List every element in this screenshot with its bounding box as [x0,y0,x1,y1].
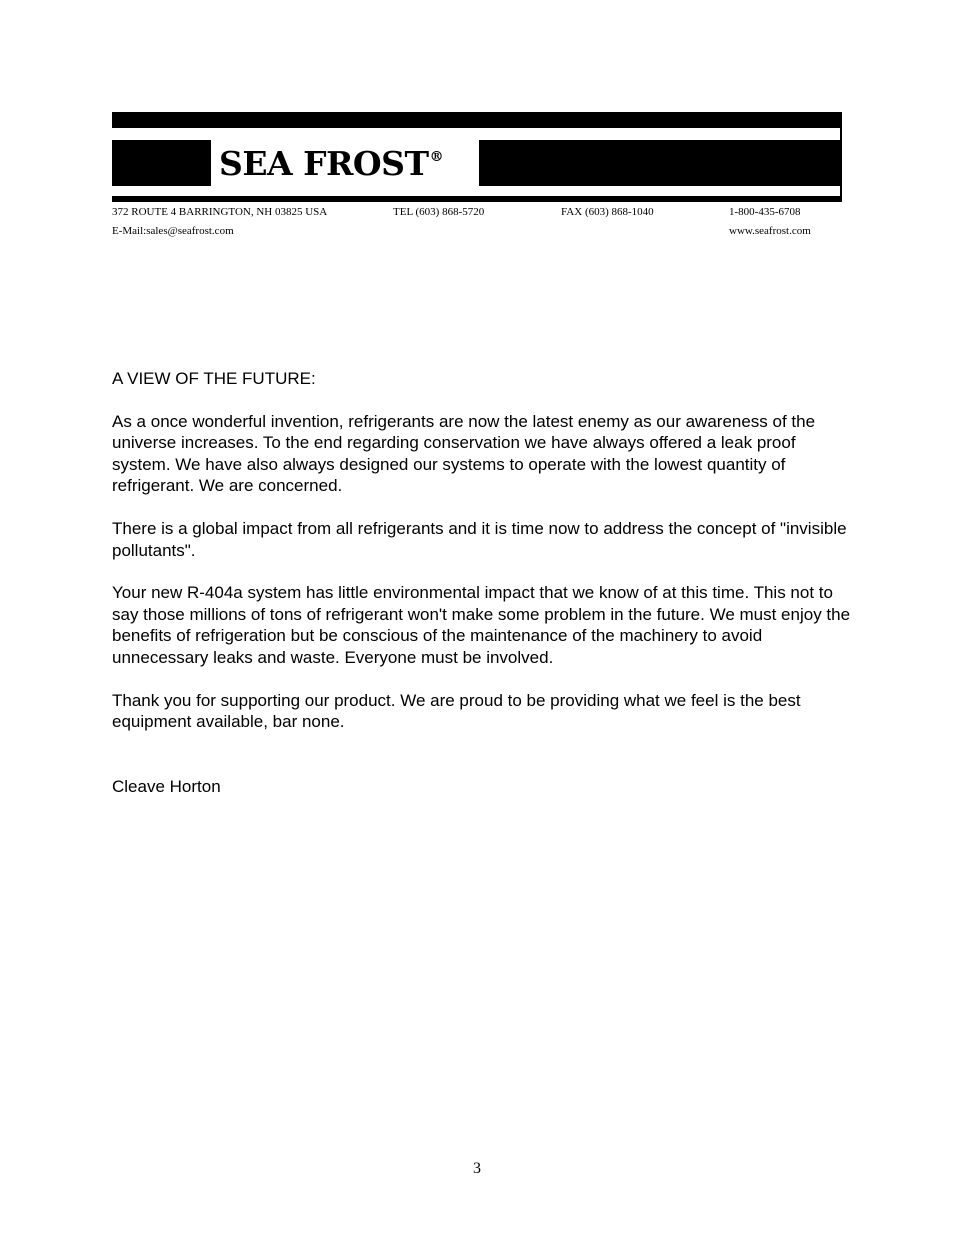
letter-body [112,368,852,797]
registered-mark: ® [429,148,444,165]
letter-paragraph: Your new R-404a system has little environmental impact that we know of at this time. This not to say those millions of tons of refrigerant won't make some problem in the future. We must enjoy the benefits of refrigeration but be conscious of the maintenance of the machinery to avoid unnecessary leaks and waste. Everyone must be involved. [112,583,851,667]
letter-paragraph: Thank you for supporting our product. We are proud to be providing what we feel is the best equipment available, bar none. [112,690,801,732]
letter-paragraph: As a once wonderful invention, refrigerants are now the latest enemy as our awareness of the universe increases. To the end regarding conservation we have always offered a leak proof system. We have also always designed our systems to operate with the lowest quantity of refrigerant. We are concerned. [112,411,816,496]
page-number: 3 [473,1160,481,1177]
letter-heading: A VIEW OF THE FUTURE: [112,369,316,388]
company-website: www.seafrost.com [729,225,811,237]
logo-wordmark: SEA FROST® [219,143,444,183]
letterhead [112,112,842,202]
letterhead-edge-line [840,112,842,202]
letterhead-top-stripe [112,112,842,128]
letter-paragraph: There is a global impact from all refrigerants and it is time now to address the concept of "invisible pollutants". [112,518,847,560]
company-email: E-Mail:sales@seafrost.com [112,225,234,237]
company-fax: FAX (603) 868-1040 [561,206,654,218]
company-telephone: TEL (603) 868-5720 [393,206,485,218]
company-address: 372 ROUTE 4 BARRINGTON, NH 03825 USA [112,206,328,218]
letterhead-bottom-stripe [112,196,842,202]
company-toll-free: 1-800-435-6708 [729,206,801,218]
signature-name: Cleave Horton [112,776,221,796]
company-logo [211,136,479,190]
